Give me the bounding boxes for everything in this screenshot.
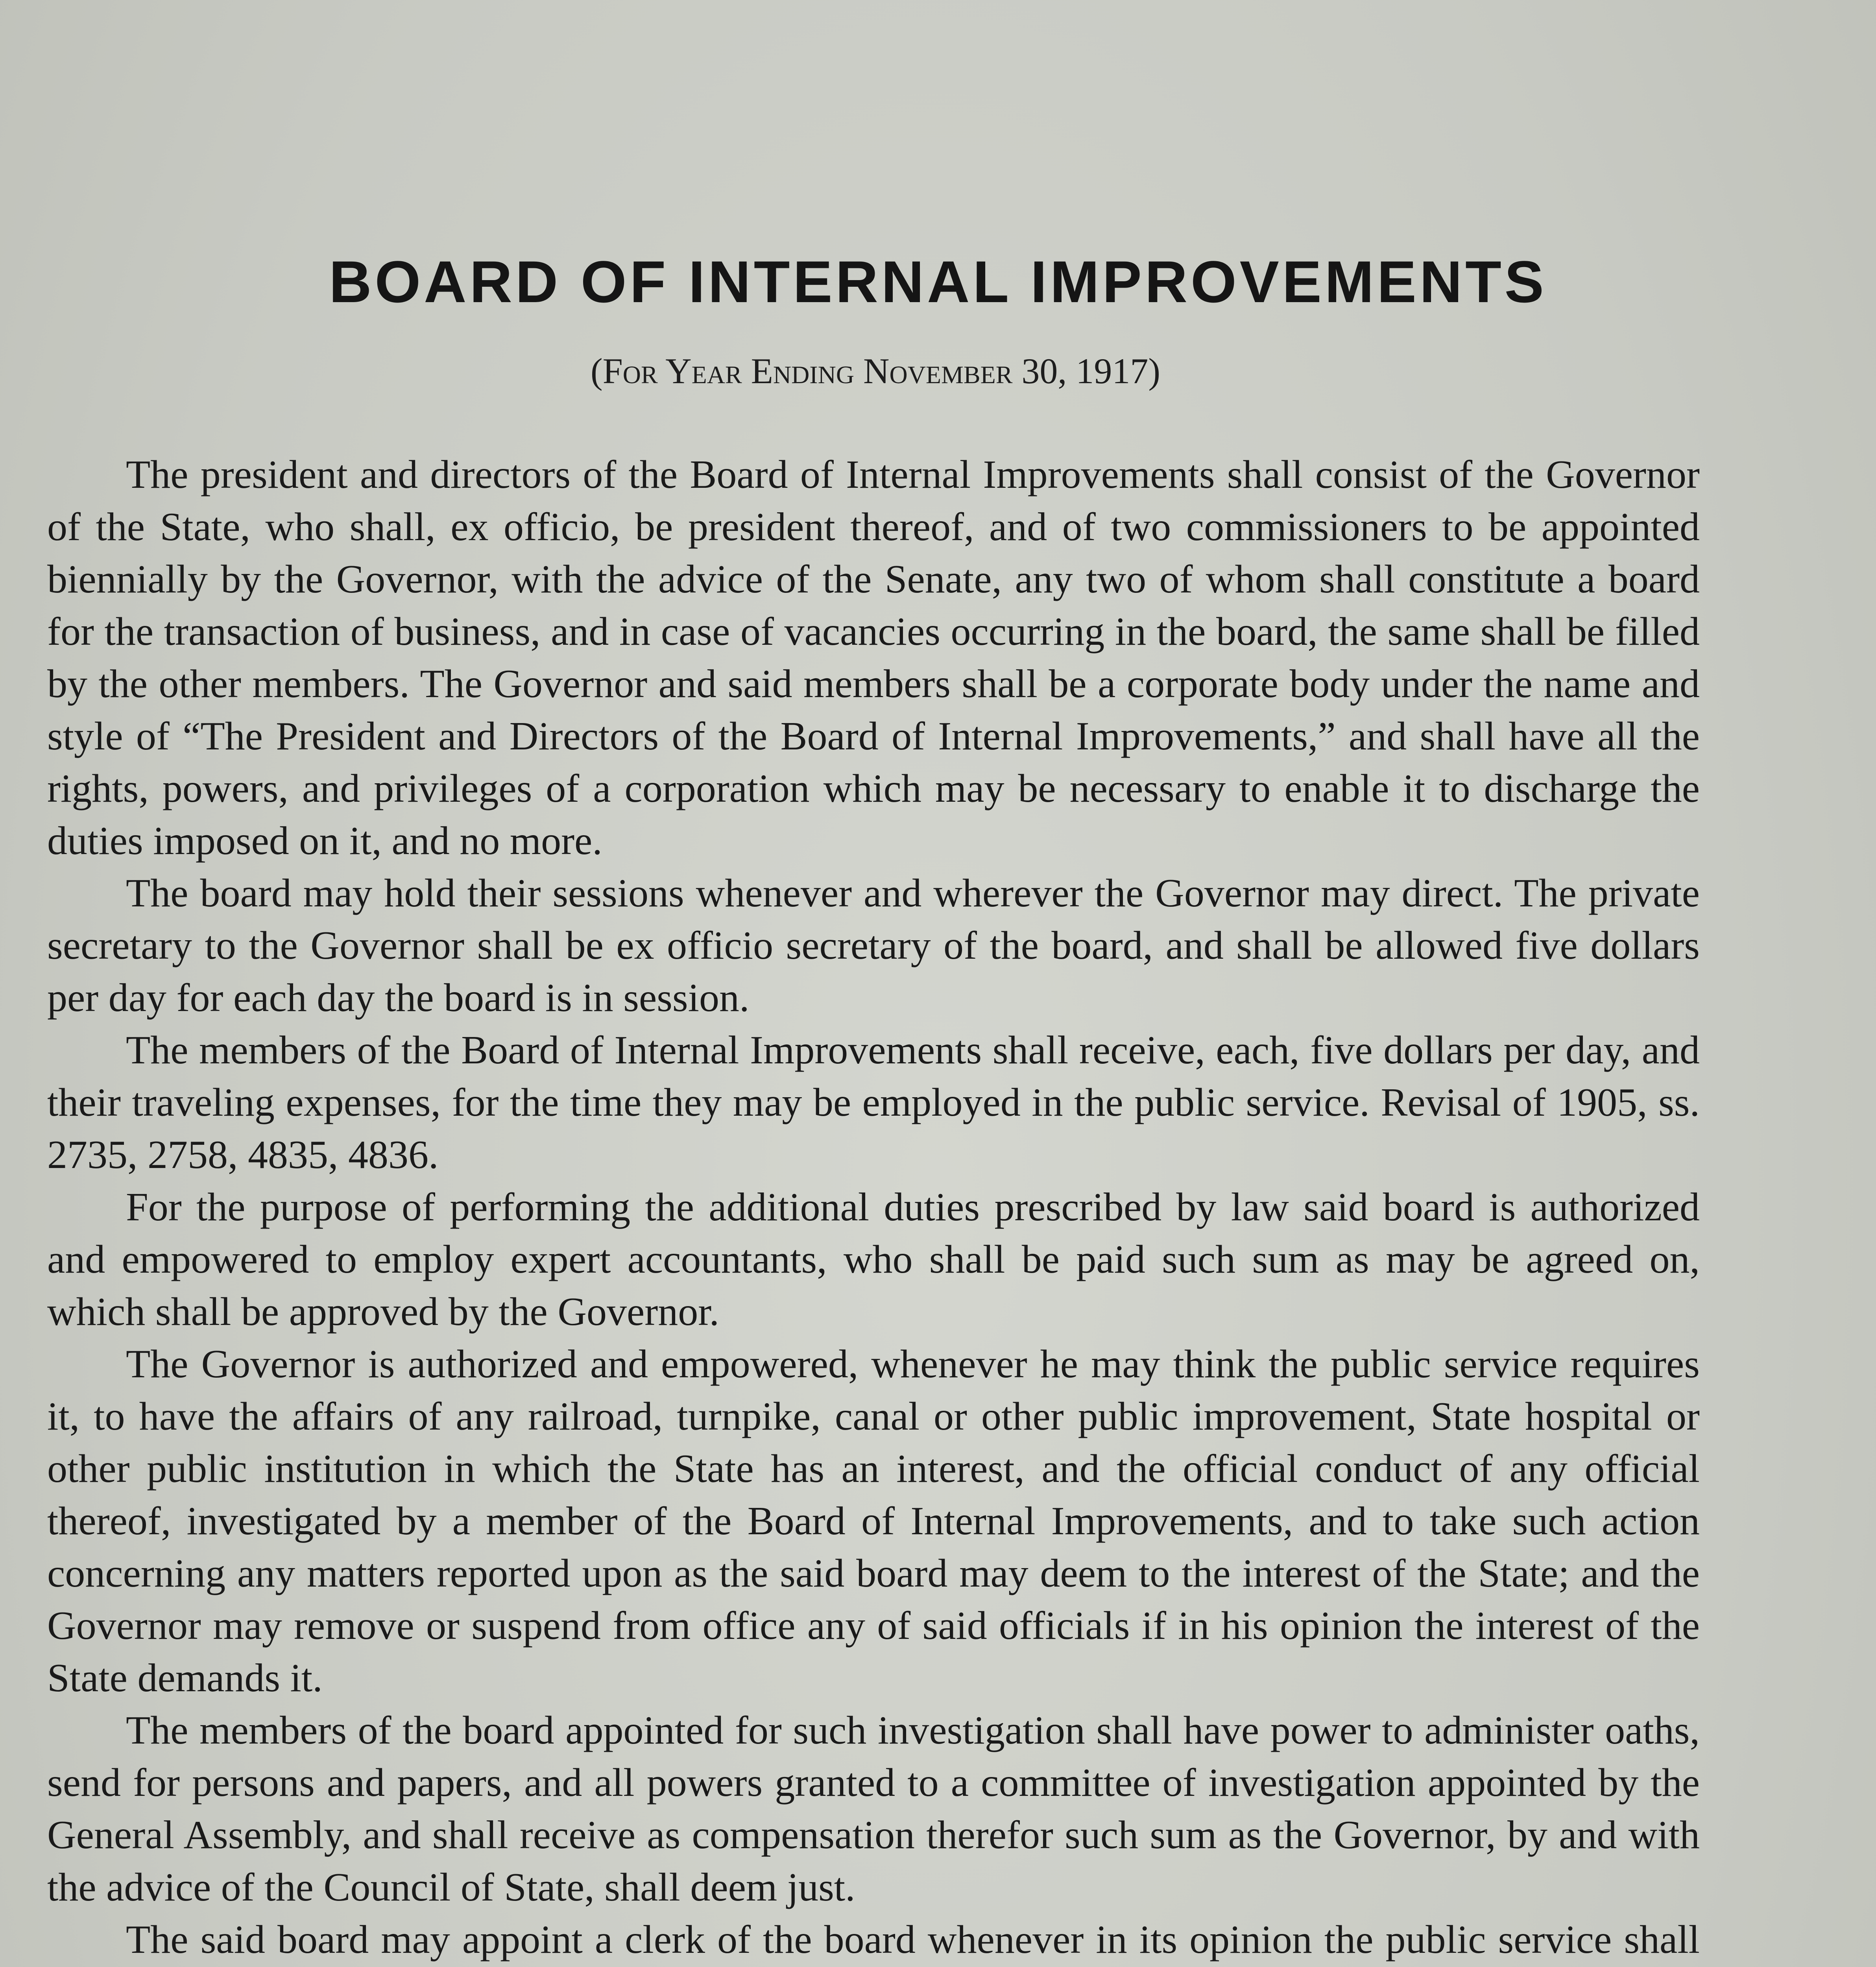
page-subtitle: (For Year Ending November 30, 1917) — [590, 351, 1161, 391]
paragraph-3: The members of the Board of Internal Improvements shall receive, each, five dollars per day, and their traveling expenses, for the time they may be employed in the public service. Revisal of 1905, ss. 2735, 2758, 4835, 4836. — [47, 1028, 1700, 1177]
body-text — [47, 448, 1700, 1967]
paragraph-6: The members of the board appointed for such investigation shall have power to administer oaths, send for persons and papers, and all powers granted to a committee of investigation appointed by the General Assembly, and shall receive as compensation therefor such sum as the Governor, by and with the advice of the Council of State, shall deem just. — [47, 1708, 1700, 1910]
paragraph-2: The board may hold their sessions whenever and wherever the Governor may direct. The private secretary to the Governor shall be ex officio secretary of the board, and shall be allowed five dollars per day for each day the board is in session. — [47, 871, 1700, 1020]
paragraph-4: For the purpose of performing the additional duties prescribed by law said board is authorized and empowered to employ expert accountants, who shall be paid such sum as may be agreed on, which shall be approved by the Governor. — [47, 1185, 1700, 1334]
paragraph-7: The said board may appoint a clerk of the board whenever in its opinion the public service shall — [126, 1917, 1700, 1962]
paragraph-1: The president and directors of the Board of Internal Improvements shall consist of the Governor of the State, who shall, ex officio, be president thereof, and of two commissioners to be appointed biennially by the Governor, with the advice of the Senate, any two of whom shall constitute a board for the transaction of business, and in case of vacancies occurring in the board, the same shall be filled by the other members. The Governor and said members shall be a corporate body under the name and style of “The President and Directors of the Board of Internal Improvements,” and shall have all the rights, powers, and privileges of a corporation which may be necessary to enable it to discharge the duties imposed on it, and no more. — [47, 452, 1700, 863]
paragraph-5: The Governor is authorized and empowered, whenever he may think the public service requires it, to have the affairs of any railroad, turnpike, canal or other public improvement, State hospital or other public institution in which the State has an interest, and the official conduct of any official thereof, investigated by a member of the Board of Internal Improvements, and to take such action concerning any matters reported upon as the said board may deem to the interest of the State; and the Governor may remove or suspend from office any of said officials if in his opinion the interest of the State demands it. — [47, 1342, 1700, 1700]
page-title: BOARD OF INTERNAL IMPROVEMENTS — [329, 249, 1547, 315]
